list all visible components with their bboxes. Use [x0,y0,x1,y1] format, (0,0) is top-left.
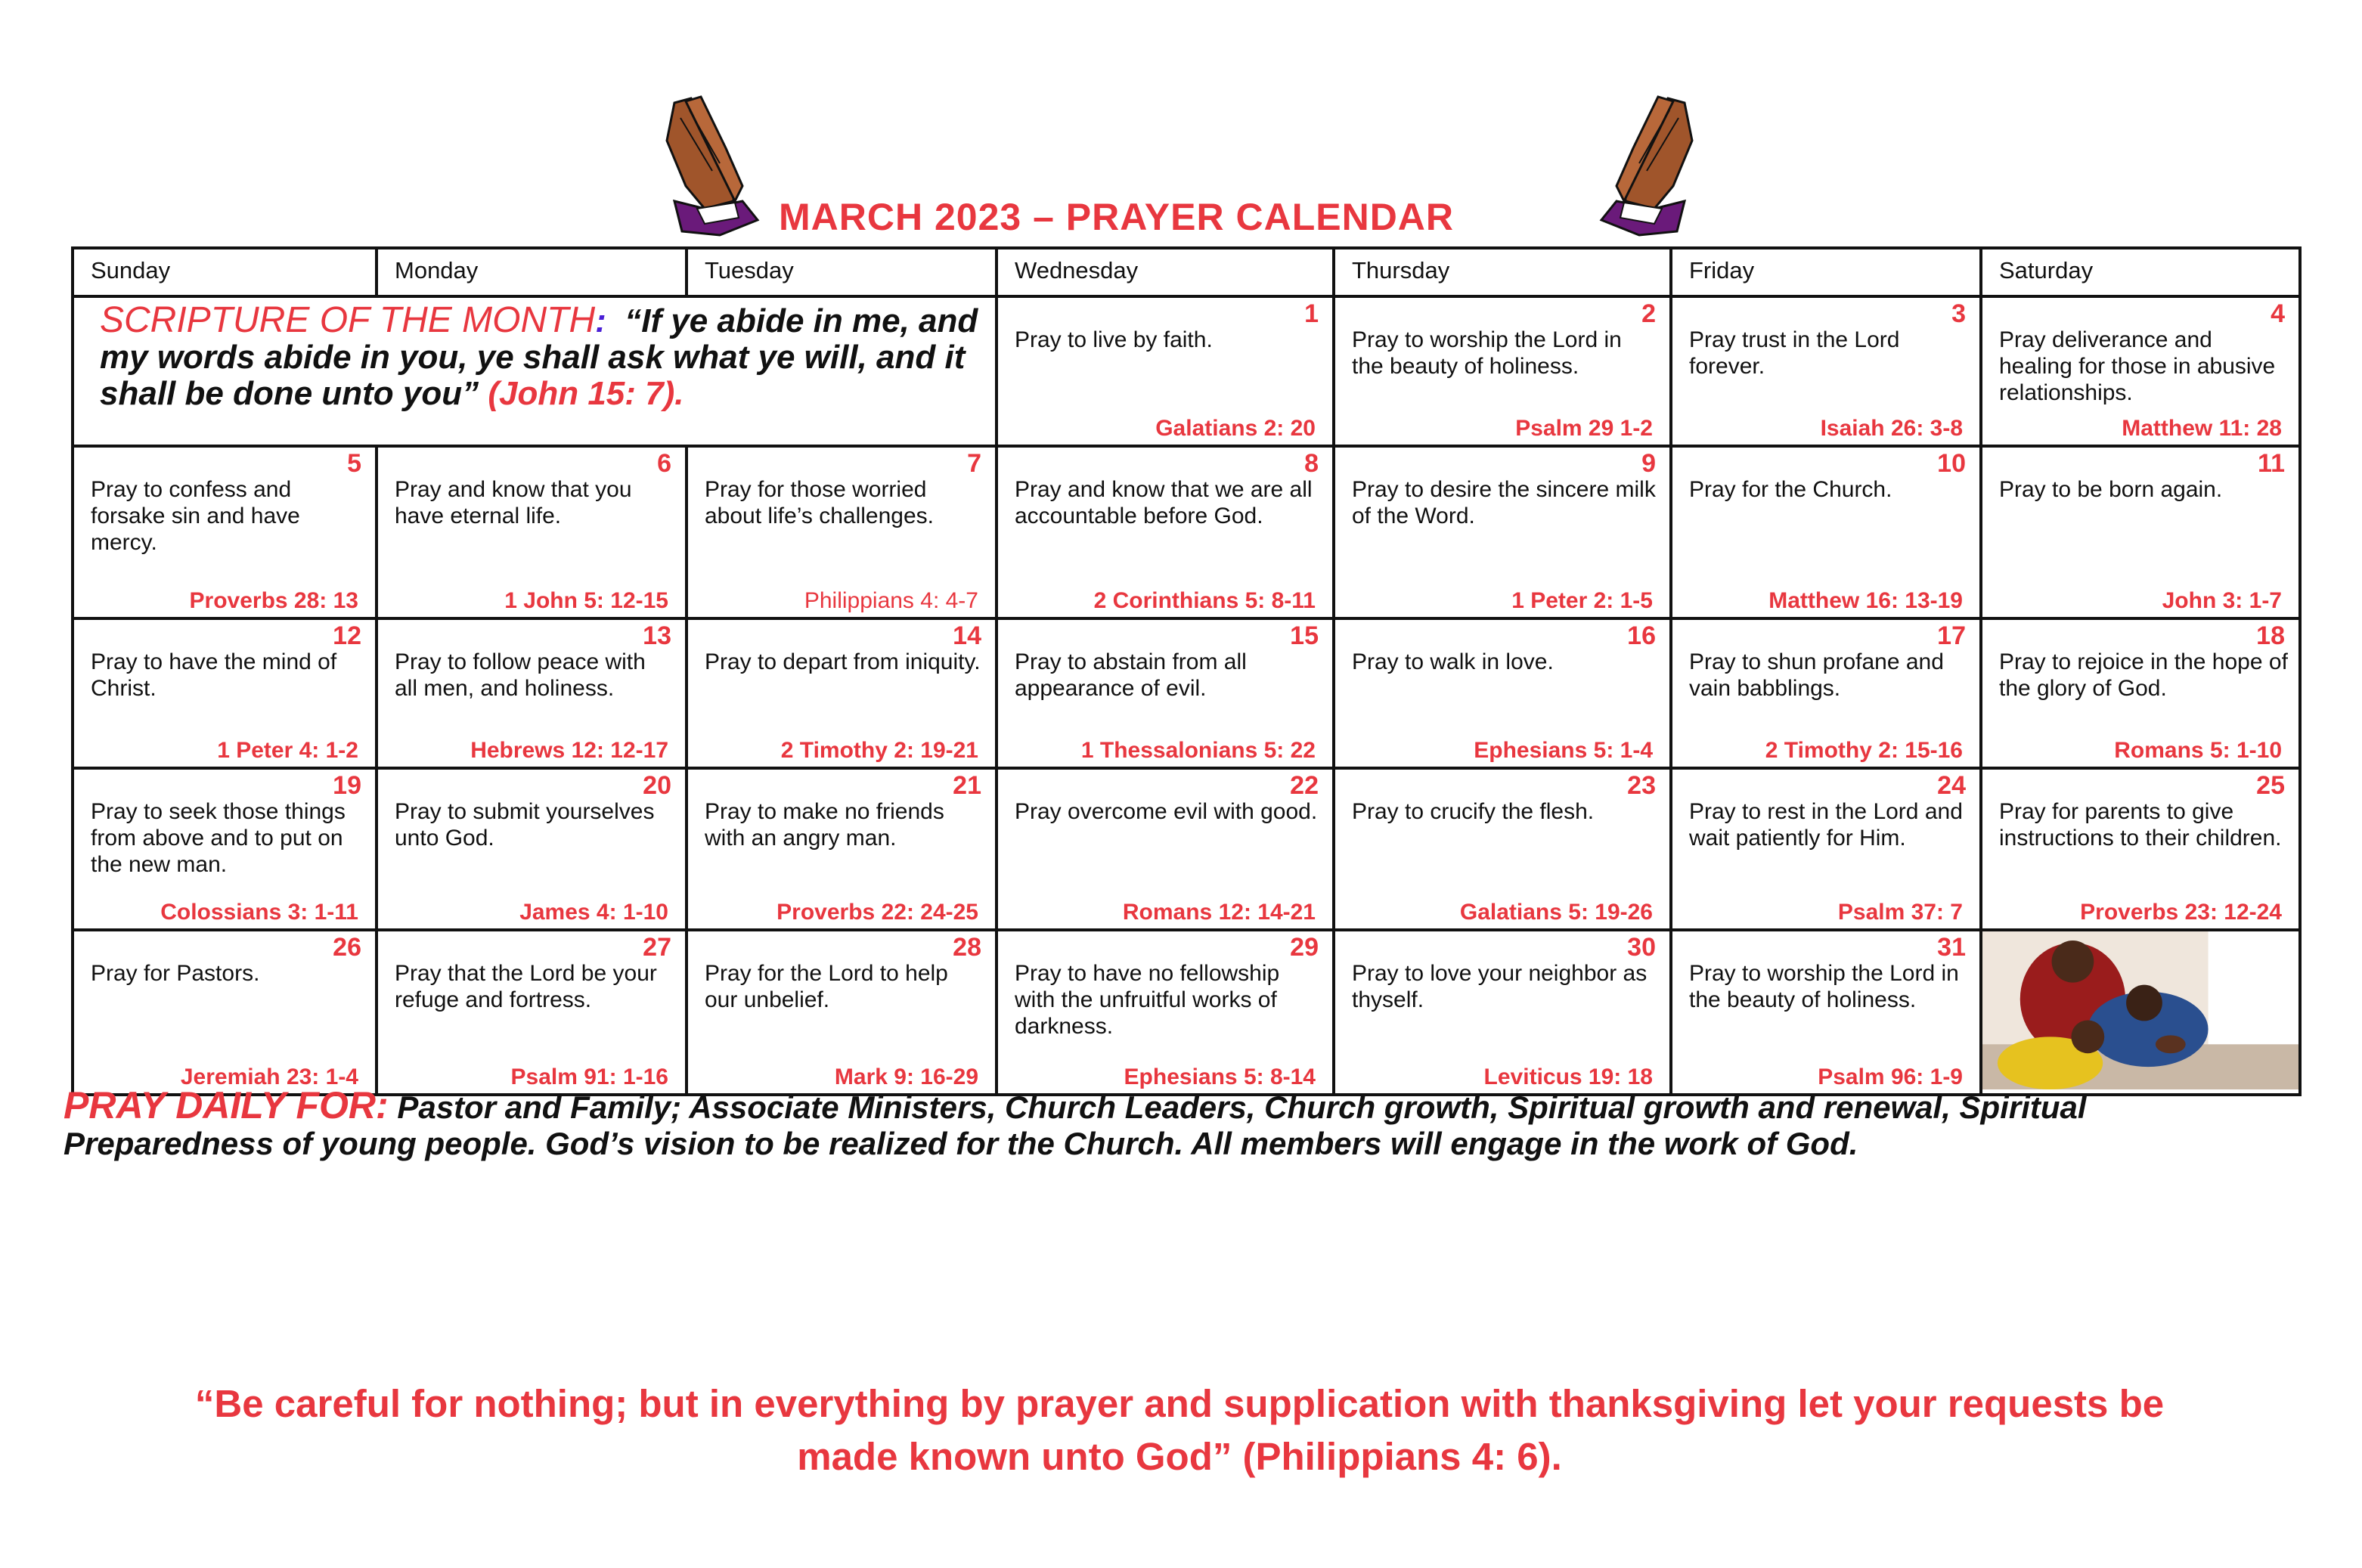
scripture-reference: Jeremiah 23: 1-4 [180,1064,358,1089]
week-row [73,446,2300,618]
day-cell [1334,930,1671,1095]
day-number: 30 [1627,933,1656,962]
scripture-reference: Ephesians 5: 8-14 [1124,1064,1316,1089]
prayer-text: Pray to crucify the flesh. [1352,799,1595,824]
day-number: 21 [953,771,981,800]
day-cell [1981,768,2300,930]
day-number: 23 [1627,771,1656,800]
day-number: 6 [657,449,671,478]
day-cell [1671,296,1981,446]
family-praying-photo [1981,930,2300,1095]
scripture-reference: Psalm 29 1-2 [1515,416,1653,441]
prayer-text: Pray to submit yourselves unto God. [395,799,655,851]
day-cell [377,618,687,768]
week-row [73,296,2300,446]
prayer-text: Pray for the Lord to help our unbelief. [705,961,948,1012]
prayer-text: Pray for parents to give instructions to their children. [1999,799,2282,851]
day-cell [73,618,377,768]
day-number: 25 [2256,771,2285,800]
day-number: 16 [1627,621,1656,650]
day-cell [1671,930,1981,1095]
day-cell [1334,296,1671,446]
weekday-thursday: Thursday [1334,248,1671,296]
day-cell [997,446,1334,618]
weekday-sunday: Sunday [73,248,377,296]
praying-hands-left-icon [644,88,765,239]
day-number: 14 [953,621,981,650]
calendar-title: MARCH 2023 – PRAYER CALENDAR [779,196,1455,238]
scripture-reference: Philippians 4: 4-7 [804,588,978,613]
prayer-text: Pray to worship the Lord in the beauty of holiness. [1352,327,1622,379]
prayer-text: Pray for Pastors. [91,961,260,986]
day-number: 17 [1937,621,1966,650]
day-number: 20 [643,771,671,800]
day-cell [73,930,377,1095]
scripture-reference: 1 Peter 4: 1-2 [217,738,358,763]
scripture-label: SCRIPTURE OF THE MONTH [100,300,596,340]
prayer-text: Pray to have the mind of Christ. [91,649,337,701]
day-cell [1981,618,2300,768]
day-number: 4 [2271,299,2285,328]
weekday-friday: Friday [1671,248,1981,296]
prayer-text: Pray to follow peace with all men, and holiness. [395,649,646,701]
day-number: 26 [333,933,361,962]
day-cell [1671,768,1981,930]
scripture-reference: Galatians 2: 20 [1155,416,1316,441]
scripture-reference: Colossians 3: 1-11 [160,900,358,925]
prayer-text: Pray to love your neighbor as thyself. [1352,961,1648,1012]
day-number: 12 [333,621,361,650]
prayer-text: Pray for the Church. [1689,477,1892,502]
day-cell [1981,446,2300,618]
day-cell [1334,446,1671,618]
scripture-reference: Matthew 16: 13-19 [1768,588,1963,613]
prayer-text: Pray to seek those things from above and to put on the new man. [91,799,346,877]
prayer-text: Pray to have no fellowship with the unfruitful works of darkness. [1015,961,1280,1039]
prayer-text: Pray to rejoice in the hope of the glory of God. [1999,649,2288,701]
scripture-reference: Isaiah 26: 3-8 [1820,416,1963,441]
scripture-reference: 2 Timothy 2: 19-21 [780,738,978,763]
day-cell [73,768,377,930]
scripture-reference: (John 15: 7). [488,375,684,412]
week-row [73,618,2300,768]
day-cell [997,930,1334,1095]
scripture-text: “If ye abide in me, and my words abide in you, ye shall ask what ye will, and it shall be done unto you” [100,302,978,412]
scripture-reference: Proverbs 22: 24-25 [776,900,978,925]
day-number: 5 [347,449,361,478]
day-number: 10 [1937,449,1966,478]
day-number: 24 [1937,771,1966,800]
prayer-text: Pray for those worried about life’s challenges. [705,477,934,528]
day-cell [997,618,1334,768]
weekday-wednesday: Wednesday [997,248,1334,296]
week-row [73,930,2300,1095]
day-number: 1 [1304,299,1319,328]
prayer-text: Pray to worship the Lord in the beauty of holiness. [1689,961,1959,1012]
prayer-calendar [71,246,2302,1096]
scripture-reference: 1 Thessalonians 5: 22 [1080,738,1316,763]
scripture-reference: John 3: 1-7 [2162,588,2282,613]
scripture-reference: 2 Corinthians 5: 8-11 [1093,588,1316,613]
day-number: 19 [333,771,361,800]
day-cell [1981,296,2300,446]
scripture-reference: Romans 5: 1-10 [2114,738,2282,763]
prayer-text: Pray to live by faith. [1015,327,1213,352]
scripture-reference: Psalm 91: 1-16 [510,1064,668,1089]
prayer-text: Pray to walk in love. [1352,649,1554,674]
scripture-reference: 1 John 5: 12-15 [504,588,668,613]
day-number: 9 [1641,449,1656,478]
prayer-text: Pray that the Lord be your refuge and fortress. [395,961,657,1012]
pray-daily-label: PRAY DAILY FOR: [64,1084,389,1126]
day-number: 31 [1937,933,1966,962]
day-number: 11 [2258,449,2285,478]
prayer-text: Pray and know that you have eternal life. [395,477,632,528]
prayer-text: Pray trust in the Lord forever. [1689,327,1900,379]
day-cell [377,930,687,1095]
day-cell [1671,446,1981,618]
pray-daily-section [64,1084,2302,1162]
weekday-monday: Monday [377,248,687,296]
closing-quote: “Be careful for nothing; but in everything by prayer and supplication with thanksgiving let your requests be made known unto God” (Philippians 4: 6). [194,1382,2165,1478]
weekday-tuesday: Tuesday [687,248,997,296]
scripture-reference: 2 Timothy 2: 15-16 [1765,738,1963,763]
scripture-reference: Romans 12: 14-21 [1122,900,1316,925]
scripture-reference: 1 Peter 2: 1-5 [1511,588,1653,613]
scripture-reference: Ephesians 5: 1-4 [1474,738,1653,763]
praying-hands-right-icon [1594,88,1715,239]
scripture-reference: Hebrews 12: 12-17 [470,738,668,763]
prayer-text: Pray to be born again. [1999,477,2223,502]
day-number: 18 [2256,621,2285,650]
prayer-text: Pray to shun profane and vain babblings. [1689,649,1944,701]
prayer-text: Pray to rest in the Lord and wait patiently for Him. [1689,799,1963,851]
day-number: 27 [643,933,671,962]
prayer-text: Pray to confess and forsake sin and have mercy. [91,477,300,555]
day-number: 28 [953,933,981,962]
weekday-header-row [73,248,2300,296]
day-cell [687,930,997,1095]
day-number: 15 [1290,621,1319,650]
scripture-reference: Proverbs 23: 12-24 [2080,900,2282,925]
day-cell [997,296,1334,446]
day-number: 22 [1290,771,1319,800]
prayer-text: Pray to depart from iniquity. [705,649,981,674]
day-cell [687,768,997,930]
day-cell [1334,768,1671,930]
prayer-text: Pray to abstain from all appearance of evil. [1015,649,1247,701]
prayer-text: Pray and know that we are all accountable before God. [1015,477,1313,528]
scripture-of-the-month [73,296,997,446]
weekday-saturday: Saturday [1981,248,2300,296]
prayer-text: Pray to make no friends with an angry man. [705,799,944,851]
day-cell [377,768,687,930]
day-cell [73,446,377,618]
day-number: 7 [967,449,981,478]
day-cell [377,446,687,618]
day-cell [997,768,1334,930]
pray-daily-text: Pastor and Family; Associate Ministers, Church Leaders, Church growth, Spiritual growth and renewal, Spiritual Preparedness of young people. God’s vision to be realized for the Church. All members will engage in the work of God. [64,1089,2087,1161]
scripture-reference: Leviticus 19: 18 [1483,1064,1653,1089]
day-number: 2 [1641,299,1656,328]
scripture-reference: Psalm 96: 1-9 [1818,1064,1963,1089]
day-cell [687,618,997,768]
scripture-reference: Matthew 11: 28 [2122,416,2282,441]
day-number: 13 [643,621,671,650]
week-row [73,768,2300,930]
day-number: 3 [1951,299,1966,328]
day-cell [1671,618,1981,768]
prayer-text: Pray to desire the sincere milk of the Word. [1352,477,1656,528]
scripture-colon: : [595,302,606,339]
prayer-text: Pray overcome evil with good. [1015,799,1318,824]
day-number: 8 [1304,449,1319,478]
day-cell [1334,618,1671,768]
prayer-text: Pray deliverance and healing for those in abusive relationships. [1999,327,2276,405]
day-cell [687,446,997,618]
day-number: 29 [1290,933,1319,962]
scripture-reference: James 4: 1-10 [519,900,668,925]
scripture-reference: Mark 9: 16-29 [834,1064,978,1089]
scripture-reference: Psalm 37: 7 [1837,900,1963,925]
scripture-reference: Galatians 5: 19-26 [1459,900,1653,925]
scripture-reference: Proverbs 28: 13 [189,588,358,613]
